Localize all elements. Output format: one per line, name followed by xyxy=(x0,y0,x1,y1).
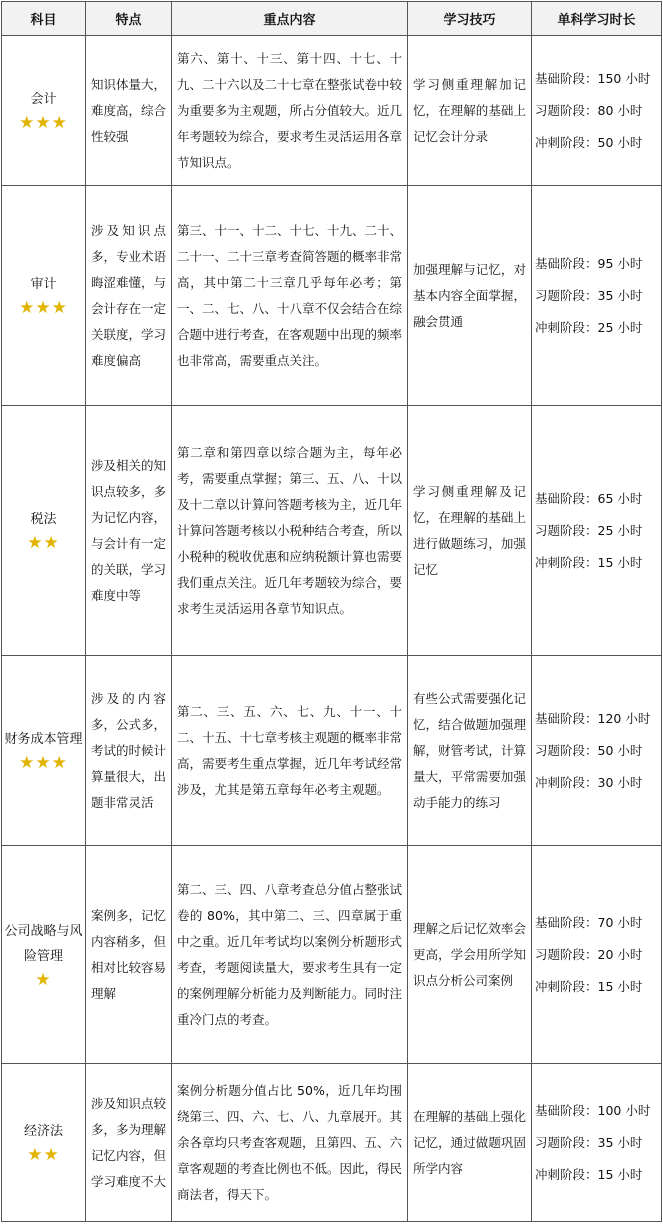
time-sprint: 冲刺阶段：30 小时 xyxy=(535,774,643,790)
subject-cell xyxy=(2,36,86,186)
content-cell xyxy=(172,656,408,846)
feature-cell xyxy=(86,186,172,406)
tips-cell xyxy=(408,406,532,656)
feature-cell xyxy=(86,36,172,186)
time-practice: 习题阶段：25 小时 xyxy=(535,522,643,538)
time-basic: 基础阶段：65 小时 xyxy=(535,490,643,506)
time-basic: 基础阶段：95 小时 xyxy=(535,255,643,271)
time-basic: 基础阶段：120 小时 xyxy=(535,710,651,726)
table-row xyxy=(2,1064,662,1222)
content-text: 案例分析题分值占比 50%，近几年均围绕第三、四、六、七、八、九章展开。其余各章均只考查客观题，且第四、五、六章客观题的考查比例也不低。因此，得民商法者，得天下。 xyxy=(177,1082,403,1202)
subject-cell xyxy=(2,1064,86,1222)
difficulty-stars-icon: ★★★ xyxy=(19,753,68,773)
header-subject: 科目 xyxy=(2,2,86,36)
time-sprint: 冲刺阶段：15 小时 xyxy=(535,554,643,570)
time-practice: 习题阶段：80 小时 xyxy=(535,102,643,118)
tips-text: 理解之后记忆效率会更高，学会用所学知识点分析公司案例 xyxy=(413,920,526,988)
difficulty-stars-icon: ★★★ xyxy=(19,298,68,318)
subject-cell xyxy=(2,406,86,656)
subject-name: 审计 xyxy=(30,277,57,292)
subject-name: 经济法 xyxy=(23,1124,63,1139)
tips-text: 学习侧重理解及记忆，在理解的基础上进行做题练习，加强记忆 xyxy=(413,483,526,577)
subject-name: 税法 xyxy=(30,512,57,527)
subject-cell xyxy=(2,846,86,1064)
time-sprint: 冲刺阶段：50 小时 xyxy=(535,134,643,150)
content-cell xyxy=(172,1064,408,1222)
header-duration: 单科学习时长 xyxy=(532,2,662,36)
feature-text: 案例多，记忆内容稍多，但相对比较容易理解 xyxy=(91,907,167,1001)
content-text: 第三、十一、十二、十七、十九、二十、二十一、二十三章考查简答题的概率非常高，其中第二十三章几乎每年必考；第一、二、七、八、十八章不仅会结合在综合题中进行考查，在客观题中出现的频率也非常高，需要重点关注。 xyxy=(177,222,403,368)
time-sprint: 冲刺阶段：15 小时 xyxy=(535,1166,643,1182)
feature-cell xyxy=(86,1064,172,1222)
table-row xyxy=(2,406,662,656)
tips-cell xyxy=(408,656,532,846)
header-row xyxy=(2,2,662,36)
table-row xyxy=(2,846,662,1064)
tips-cell xyxy=(408,1064,532,1222)
content-cell xyxy=(172,186,408,406)
feature-text: 知识体量大，难度高，综合性较强 xyxy=(91,76,167,144)
time-practice: 习题阶段：20 小时 xyxy=(535,946,643,962)
duration-cell xyxy=(532,656,662,846)
feature-text: 涉及相关的知识点较多，多为记忆内容，与会计有一定的关联，学习难度中等 xyxy=(91,457,167,603)
time-basic: 基础阶段：150 小时 xyxy=(535,70,651,86)
content-cell xyxy=(172,846,408,1064)
tips-cell xyxy=(408,186,532,406)
subject-cell xyxy=(2,656,86,846)
duration-cell xyxy=(532,36,662,186)
time-basic: 基础阶段：70 小时 xyxy=(535,914,643,930)
duration-cell xyxy=(532,406,662,656)
time-practice: 习题阶段：35 小时 xyxy=(535,1134,643,1150)
time-basic: 基础阶段：100 小时 xyxy=(535,1102,651,1118)
feature-cell xyxy=(86,656,172,846)
time-sprint: 冲刺阶段：15 小时 xyxy=(535,978,643,994)
feature-text: 涉及的内容多，公式多，考试的时候计算量很大，出题非常灵活 xyxy=(91,690,167,810)
feature-text: 涉及知识点多，专业术语晦涩难懂，与会计存在一定关联度，学习难度偏高 xyxy=(91,222,167,368)
difficulty-stars-icon: ★★★ xyxy=(19,113,68,133)
subject-name: 财务成本管理 xyxy=(4,732,83,747)
table-row xyxy=(2,186,662,406)
content-text: 第二章和第四章以综合题为主，每年必考，需要重点掌握；第三、五、八、十以及十二章以计算问答题考核为主，近几年计算问答题考核以小税种结合考查，所以小税种的税收优惠和应纳税额计算也需要我们重点关注。近几年考题较为综合，要求考生灵活运用各章节知识点。 xyxy=(177,444,403,616)
content-text: 第二、三、五、六、七、九、十一、十二、十五、十七章考核主观题的概率非常高，需要考生重点掌握，近几年考试经常涉及，尤其是第五章每年必考主观题。 xyxy=(177,703,403,797)
time-practice: 习题阶段：35 小时 xyxy=(535,287,643,303)
content-cell xyxy=(172,406,408,656)
subject-name: 会计 xyxy=(30,92,57,107)
header-tips: 学习技巧 xyxy=(408,2,532,36)
subject-name: 公司战略与风险管理 xyxy=(4,923,83,964)
time-practice: 习题阶段：50 小时 xyxy=(535,742,643,758)
tips-text: 在理解的基础上强化记忆，通过做题巩固所学内容 xyxy=(413,1108,526,1176)
tips-text: 有些公式需要强化记忆，结合做题加强理解，财管考试，计算量大，平常需要加强动手能力的练习 xyxy=(413,690,526,810)
tips-text: 加强理解与记忆，对基本内容全面掌握，融会贯通 xyxy=(413,261,526,329)
duration-cell xyxy=(532,846,662,1064)
content-text: 第二、三、四、八章考查总分值占整张试卷的 80%，其中第二、三、四章属于重中之重。近几年考试均以案例分析题形式考查，考题阅读量大，要求考生具有一定的案例理解分析能力及判断能力。同时注重冷门点的考查。 xyxy=(177,881,403,1027)
feature-cell xyxy=(86,406,172,656)
tips-text: 学习侧重理解加记忆，在理解的基础上记忆会计分录 xyxy=(413,76,526,144)
header-feature: 特点 xyxy=(86,2,172,36)
time-sprint: 冲刺阶段：25 小时 xyxy=(535,319,643,335)
header-content: 重点内容 xyxy=(172,2,408,36)
content-cell xyxy=(172,36,408,186)
difficulty-stars-icon: ★ xyxy=(35,969,52,990)
content-text: 第六、第十、十三、第十四、十七、十九、二十六以及二十七章在整张试卷中较为重要多为主观题，所占分值较大。近几年考题较为综合，要求考生灵活运用各章节知识点。 xyxy=(177,50,403,170)
duration-cell xyxy=(532,186,662,406)
duration-cell xyxy=(532,1064,662,1222)
feature-text: 涉及知识点较多，多为理解记忆内容，但学习难度不大 xyxy=(91,1095,167,1189)
difficulty-stars-icon: ★★ xyxy=(27,533,60,553)
tips-cell xyxy=(408,36,532,186)
table-row xyxy=(2,36,662,186)
tips-cell xyxy=(408,846,532,1064)
subject-cell xyxy=(2,186,86,406)
difficulty-stars-icon: ★★ xyxy=(27,1145,60,1165)
study-plan-table xyxy=(1,1,662,1222)
table-row xyxy=(2,656,662,846)
feature-cell xyxy=(86,846,172,1064)
